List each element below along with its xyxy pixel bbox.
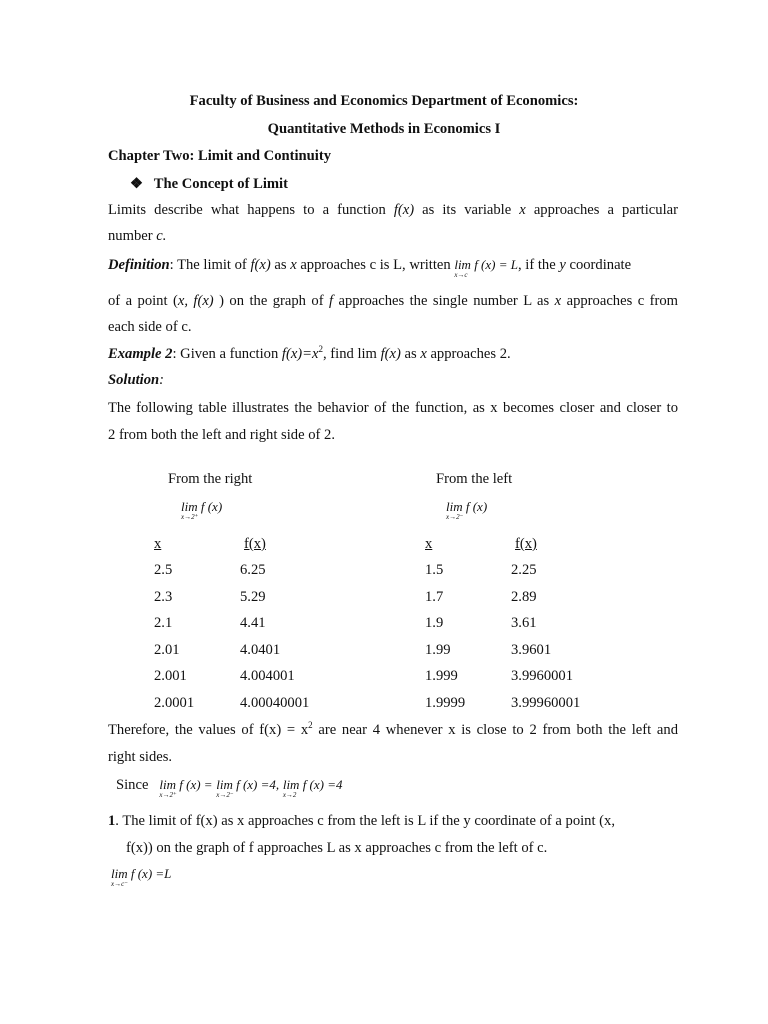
right-fx-cell: 4.0401	[240, 642, 281, 658]
solution-label-line	[108, 372, 164, 389]
left-x-cell: 1.9	[425, 615, 444, 631]
solution-line-1: The following table illustrates the behavior of the function, as x becomes closer and closer to	[108, 400, 678, 416]
right-x-cell: 2.5	[154, 562, 173, 578]
example-line	[108, 346, 511, 363]
therefore-text: Therefore, the values of f(x) = x	[108, 722, 309, 738]
example-text: : Given a function	[172, 346, 279, 362]
therefore-line-1	[108, 722, 678, 739]
limit-main: lim f (x) = L	[454, 257, 518, 272]
intro-x: x	[519, 202, 526, 218]
limit-expression	[454, 257, 518, 279]
intro-line-2	[108, 228, 166, 245]
definition-text: coordinate	[569, 257, 632, 273]
table-left-title: From the left	[436, 471, 513, 487]
intro-text: approaches a particular	[533, 202, 678, 218]
example-text: as	[404, 346, 417, 362]
definition-x: x	[554, 293, 562, 309]
point-1-line-1	[108, 813, 615, 830]
right-limit-main: lim f (x)	[181, 499, 223, 514]
right-fx-cell: 4.00040001	[240, 695, 310, 711]
table-right-title: From the right	[168, 471, 253, 487]
right-x-cell: 2.01	[154, 642, 180, 658]
intro-line-1	[108, 202, 678, 219]
left-x-cell: 1.9999	[425, 695, 466, 711]
right-col-x-header: x	[154, 536, 162, 552]
definition-f: f	[329, 293, 334, 309]
chapter-title: Chapter Two: Limit and Continuity	[108, 148, 331, 164]
section-heading	[130, 175, 288, 193]
therefore-line-2: right sides.	[108, 749, 173, 765]
intro-text: as its variable	[422, 202, 512, 218]
left-limit-definition	[111, 866, 172, 888]
right-x-cell: 2.001	[154, 668, 187, 684]
definition-label: Definition	[108, 257, 170, 273]
since-label: Since	[116, 777, 149, 793]
right-fx-cell: 5.29	[240, 589, 266, 605]
definition-text: ) on the graph of	[219, 293, 324, 309]
since-limit-1-subscript: x→2⁺	[159, 791, 177, 799]
left-fx-cell: 3.9960001	[511, 668, 574, 684]
point-1-number: 1	[108, 813, 116, 829]
intro-fx: f(x)	[393, 202, 415, 218]
since-limit-3: lim f (x) =4	[282, 777, 343, 792]
definition-line-3: each side of c.	[108, 319, 192, 335]
right-col-fx-header: f(x)	[244, 536, 266, 552]
left-limit-main: lim f (x)	[446, 499, 488, 514]
left-col-fx-header: f(x)	[515, 536, 537, 552]
definition-text: approaches the single number L as	[338, 293, 550, 309]
right-x-cell: 2.3	[154, 589, 173, 605]
example-text: , find lim	[322, 346, 377, 362]
definition-fx: f(x)	[250, 257, 271, 273]
intro-c: c.	[156, 228, 167, 244]
definition-x: x	[290, 257, 297, 273]
definition-text: as	[274, 257, 287, 273]
right-fx-cell: 4.004001	[240, 668, 295, 684]
point-1-line-2: f(x)) on the graph of f approaches L as x approaches c from the left of c.	[126, 840, 548, 856]
definition-line-2	[108, 293, 678, 310]
solution-colon: :	[159, 372, 164, 388]
left-fx-cell: 3.9601	[511, 642, 552, 658]
left-x-cell: 1.999	[425, 668, 458, 684]
since-line	[116, 777, 343, 799]
left-fx-cell: 3.61	[511, 615, 537, 631]
right-fx-cell: 6.25	[240, 562, 266, 578]
definition-text: approaches c from	[566, 293, 678, 309]
left-x-cell: 1.7	[425, 589, 444, 605]
course-title: Quantitative Methods in Economics I	[267, 121, 501, 137]
left-limit-subscript: x→2⁻	[446, 513, 464, 521]
definition-text: , if the	[517, 257, 556, 273]
definition-text: of a point (	[108, 293, 178, 309]
limit-subscript: x→c	[454, 271, 468, 279]
definition-text: : The limit of	[169, 257, 247, 273]
since-limit-3-subscript: x→2	[282, 791, 297, 799]
left-limit-expression	[446, 499, 488, 521]
definition-text: approaches c is L, written	[300, 257, 451, 273]
point-1-text: . The limit of f(x) as x approaches c from the left is L if the y coordinate of a point (x,	[115, 813, 615, 829]
definition-y: y	[559, 257, 566, 273]
solution-line-2: 2 from both the left and right side of 2.	[108, 427, 335, 443]
right-x-cell: 2.1	[154, 615, 173, 631]
example-text: approaches 2.	[430, 346, 511, 362]
definition-line-1	[108, 257, 678, 279]
diamond-bullet-icon: ❖	[130, 176, 144, 192]
right-fx-cell: 4.41	[240, 615, 266, 631]
since-limit-1: lim f (x) =	[159, 777, 213, 792]
intro-text: number	[108, 228, 153, 244]
left-x-cell: 1.99	[425, 642, 451, 658]
therefore-text: are near 4 whenever x is close to 2 from both the left and	[318, 722, 678, 738]
faculty-heading: Faculty of Business and Economics Department of Economics:	[189, 93, 579, 109]
left-fx-cell: 2.89	[511, 589, 537, 605]
left-col-x-header: x	[425, 536, 433, 552]
example-x: x	[420, 346, 427, 362]
intro-text: Limits describe what happens to a function	[108, 202, 386, 218]
solution-label: Solution	[108, 372, 160, 388]
since-limit-2-subscript: x→2⁻	[216, 791, 234, 799]
section-title: The Concept of Limit	[153, 176, 288, 192]
right-limit-subscript: x→2⁺	[181, 513, 199, 521]
therefore-exponent: 2	[308, 720, 313, 731]
left-fx-cell: 2.25	[511, 562, 537, 578]
left-limit-definition-main: lim f (x) =L	[111, 866, 172, 881]
since-limit-2: lim f (x) =4,	[216, 777, 280, 792]
definition-xfx: x, f(x)	[177, 293, 214, 309]
left-fx-cell: 3.99960001	[511, 695, 581, 711]
right-limit-expression	[181, 499, 223, 521]
left-x-cell: 1.5	[425, 562, 444, 578]
right-x-cell: 2.0001	[154, 695, 195, 711]
example-fx: f(x)=x	[281, 346, 319, 362]
example-label: Example 2	[108, 346, 173, 362]
example-exponent: 2	[318, 344, 323, 355]
left-limit-definition-subscript: x→c⁻	[111, 880, 128, 888]
example-fx2: f(x)	[380, 346, 401, 362]
